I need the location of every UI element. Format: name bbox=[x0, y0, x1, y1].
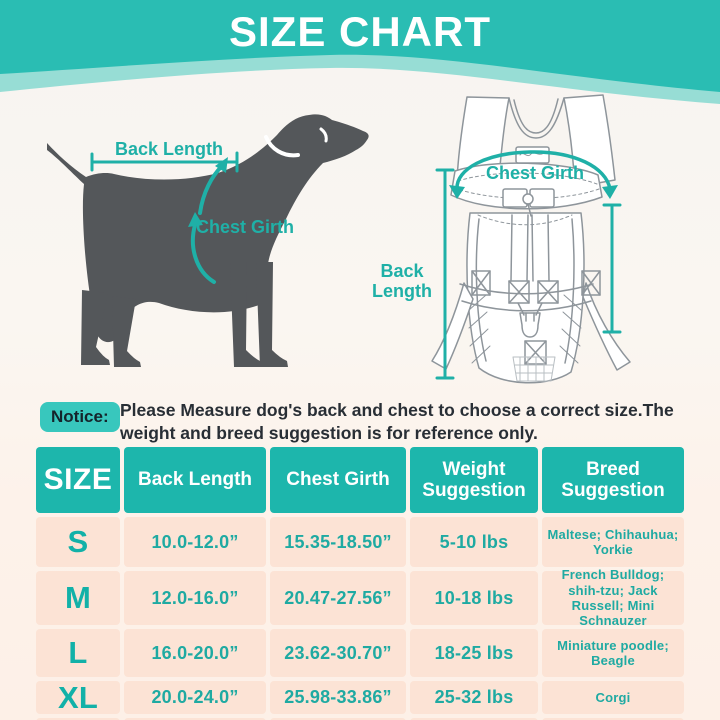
row-xl-back-length: 20.0-24.0” bbox=[124, 681, 266, 714]
carrier-back-length-label: Back Length bbox=[372, 261, 432, 301]
row-l-breeds: Miniature poodle; Beagle bbox=[542, 629, 684, 677]
header-weight-suggestion: Weight Suggestion bbox=[410, 447, 538, 513]
row-s-back-length: 10.0-12.0” bbox=[124, 517, 266, 567]
row-l-back-length: 16.0-20.0” bbox=[124, 629, 266, 677]
header-back-length: Back Length bbox=[124, 447, 266, 513]
brand-logo bbox=[516, 147, 549, 163]
row-m-breeds: French Bulldog; shih-tzu; Jack Russell; Mini Schnauzer bbox=[542, 571, 684, 625]
row-m-weight: 10-18 lbs bbox=[410, 571, 538, 625]
row-xl-weight: 25-32 lbs bbox=[410, 681, 538, 714]
header-chest-girth: Chest Girth bbox=[270, 447, 406, 513]
header-size: SIZE bbox=[36, 447, 120, 513]
row-l-size: L bbox=[36, 629, 120, 677]
row-m-chest-girth: 20.47-27.56” bbox=[270, 571, 406, 625]
dog-back-length-label: Back Length bbox=[114, 139, 224, 159]
page-title: SIZE CHART bbox=[229, 8, 491, 55]
carrier-chest-girth-label: Chest Girth bbox=[485, 163, 584, 183]
row-m-size: M bbox=[36, 571, 120, 625]
row-xl-size: XL bbox=[36, 681, 120, 714]
header-breed-suggestion: Breed Suggestion bbox=[542, 447, 684, 513]
row-xl-chest-girth: 25.98-33.86” bbox=[270, 681, 406, 714]
stitch-box-4 bbox=[582, 271, 600, 295]
carrier-right-wing bbox=[583, 283, 630, 370]
row-xl-breeds: Corgi bbox=[542, 681, 684, 714]
row-s-weight: 5-10 lbs bbox=[410, 517, 538, 567]
row-l-weight: 18-25 lbs bbox=[410, 629, 538, 677]
row-s-breeds: Maltese; Chihauhua; Yorkie bbox=[542, 517, 684, 567]
notice-badge: Notice: bbox=[40, 402, 120, 432]
carrier-line-drawing bbox=[360, 85, 690, 395]
row-s-chest-girth: 15.35-18.50” bbox=[270, 517, 406, 567]
row-l-chest-girth: 23.62-30.70” bbox=[270, 629, 406, 677]
size-table bbox=[36, 447, 684, 720]
notice-text: Please Measure dog's back and chest to choose a correct size.The weight and breed suggestion is for reference only. bbox=[120, 400, 674, 444]
dog-chest-girth-label: Chest Girth bbox=[196, 217, 295, 237]
row-m-back-length: 12.0-16.0” bbox=[124, 571, 266, 625]
carrier-side-measure-line bbox=[604, 205, 620, 332]
row-s-size: S bbox=[36, 517, 120, 567]
